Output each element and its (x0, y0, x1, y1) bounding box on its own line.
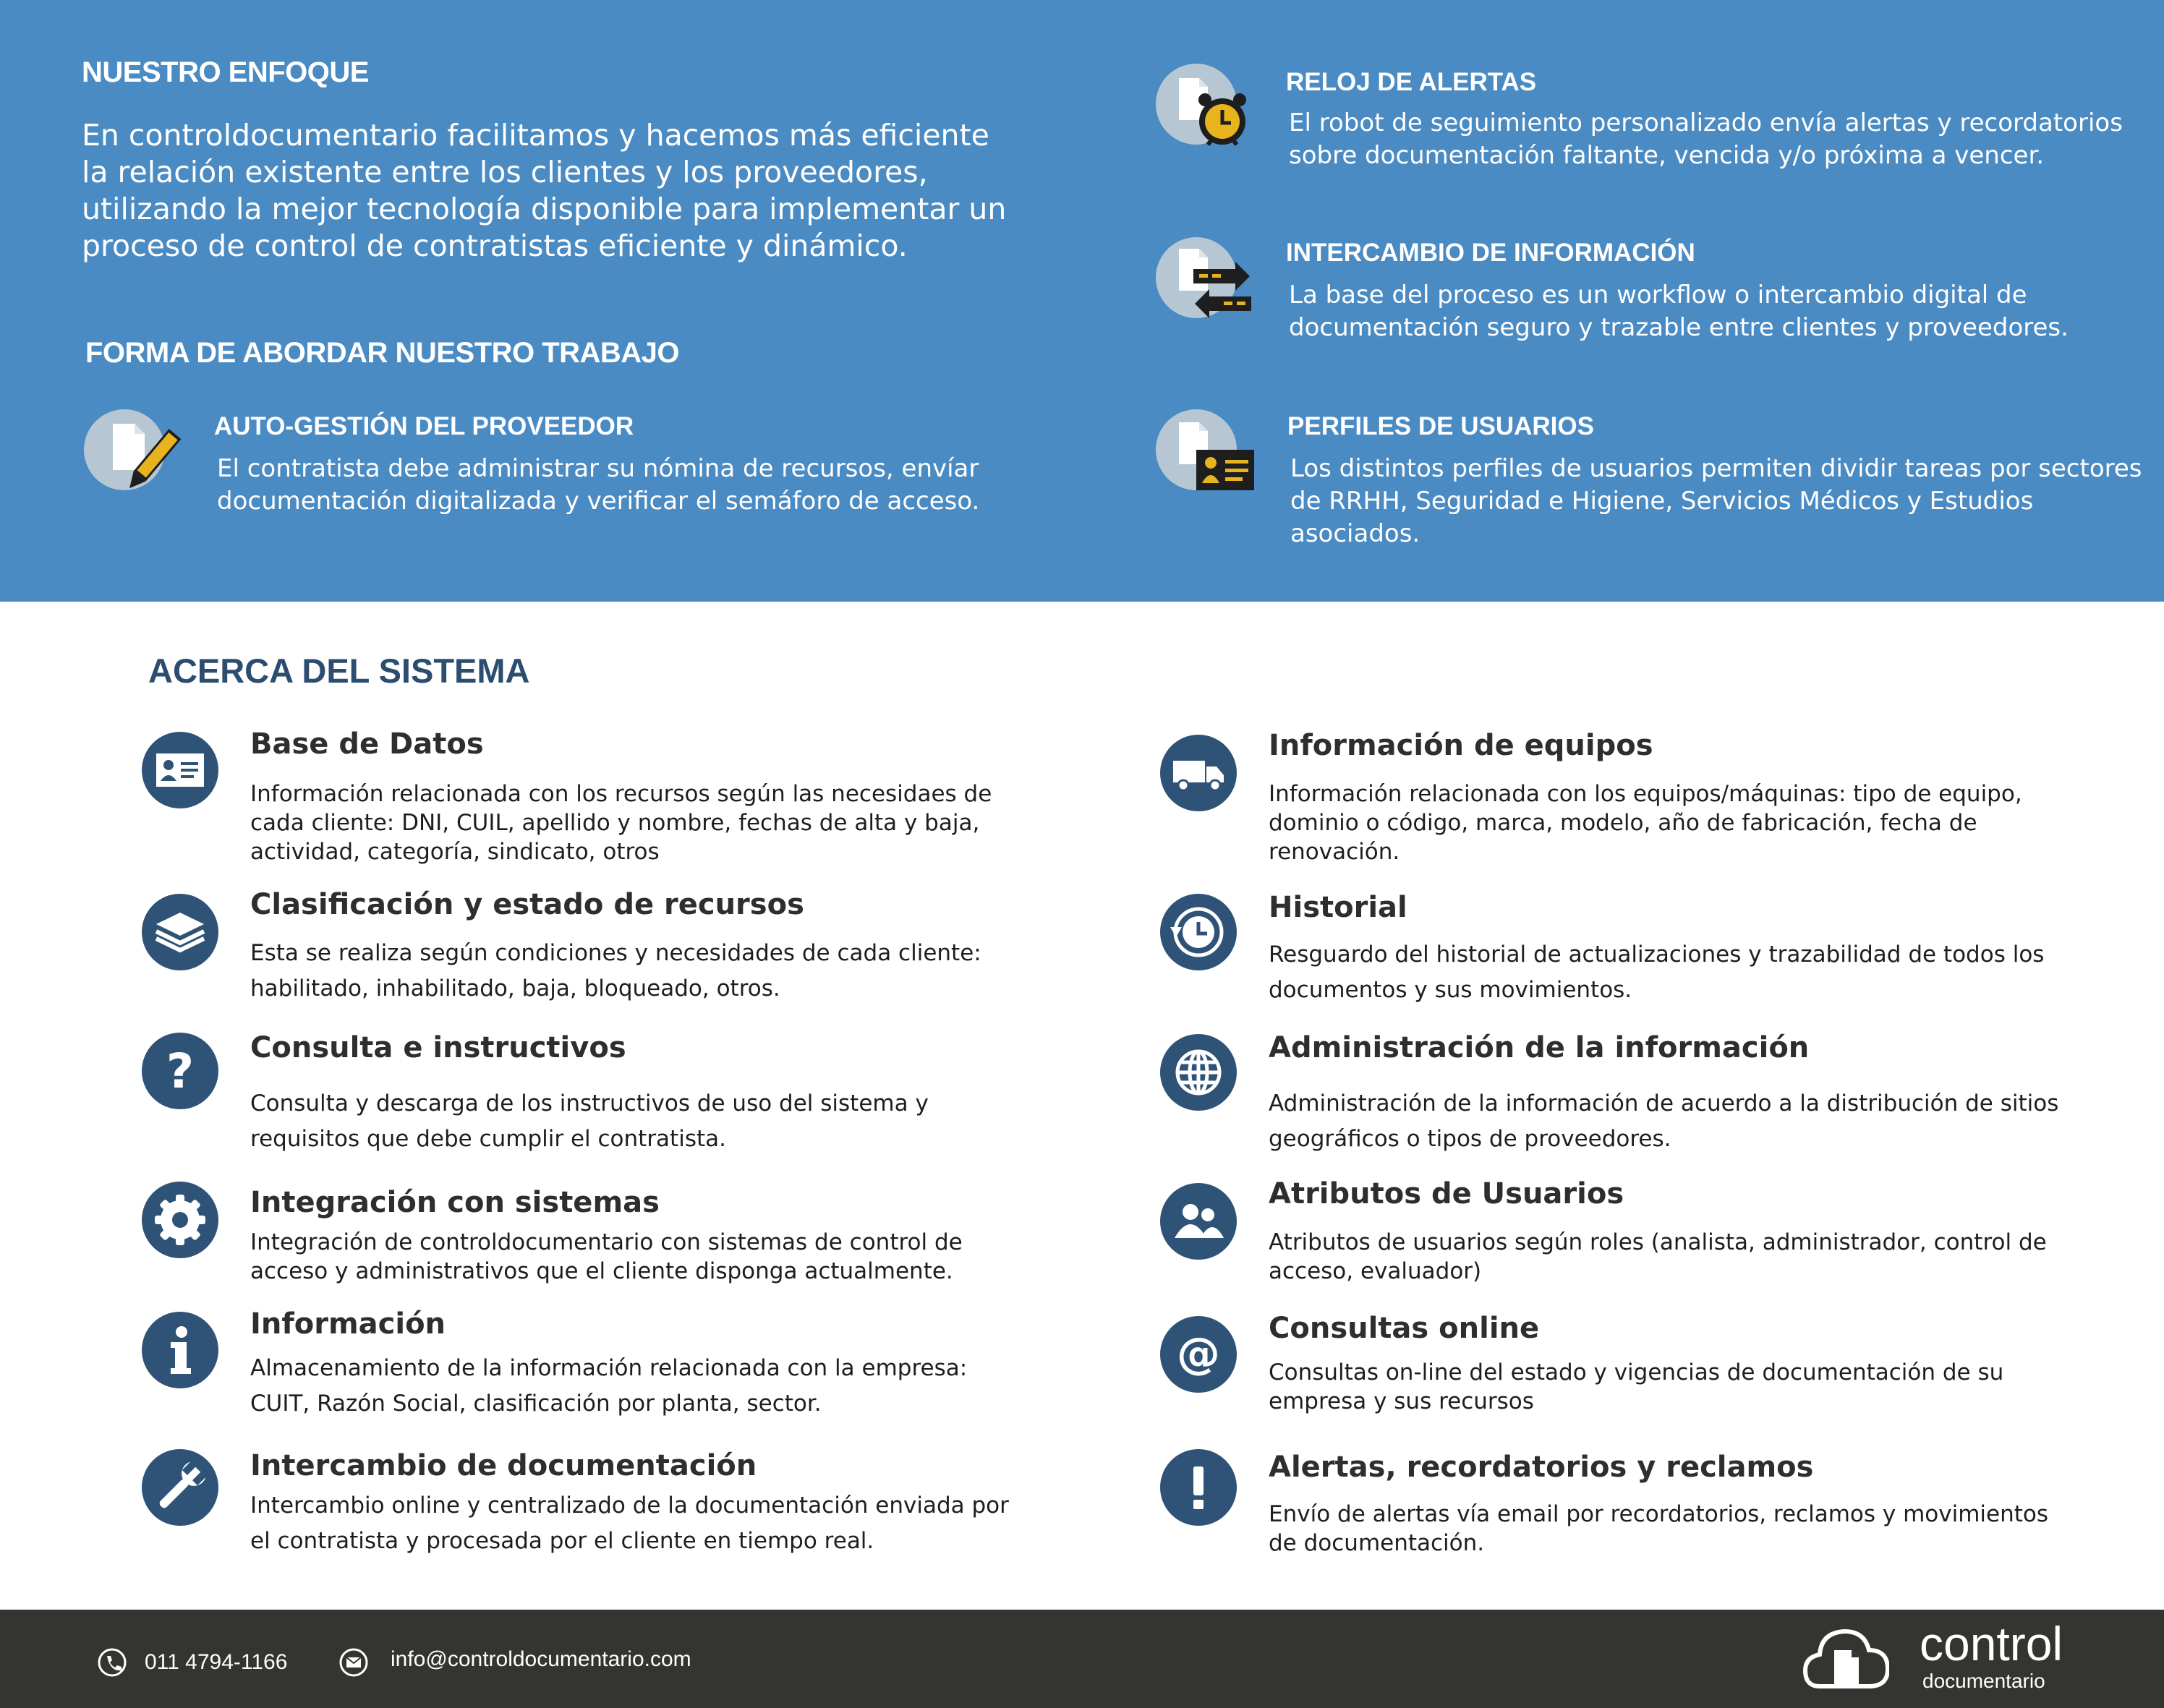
enfoque-text: En controldocumentario facilitamos y hacemos más eficiente la relación existente entre los clientes y los proveedores, utilizando la mejor tecnología disponible para implementar un proceso de control de contratistas eficiente y dinámico. (82, 118, 1007, 263)
wrench-icon (142, 1449, 218, 1526)
item-title: Información (250, 1307, 446, 1341)
at-sign-icon (1160, 1316, 1237, 1393)
logo-main-text: control (1920, 1617, 2063, 1670)
item-text: Intercambio online y centralizado de la documentación enviada por el contratista y procesada por el cliente en tiempo real. (250, 1493, 1009, 1554)
svg-text:?: ? (166, 1043, 195, 1099)
feature-text: El contratista debe administrar su nómina de recursos, envíar documentación digitalizada y verificar el semáforo de acceso. (217, 454, 980, 516)
info-icon (142, 1312, 218, 1388)
feature-text: La base del proceso es un workflow o intercambio digital de documentación seguro y trazable entre clientes y proveedores. (1289, 281, 2069, 342)
item-text: Administración de la información de acuerdo a la distribución de sitios geográficos o tipos de proveedores. (1269, 1090, 2059, 1152)
feature-title: AUTO-GESTIÓN DEL PROVEEDOR (214, 412, 634, 440)
cloud-document-logo-icon (1802, 1624, 1889, 1696)
history-icon (1160, 894, 1237, 970)
question-icon (142, 1033, 218, 1109)
item-title: Clasificación y estado de recursos (250, 888, 804, 921)
feature-title: PERFILES DE USUARIOS (1287, 412, 1594, 440)
item-title: Intercambio de documentación (250, 1449, 757, 1482)
enfoque-title: NUESTRO ENFOQUE (82, 56, 369, 88)
item-title: Integración con sistemas (250, 1186, 660, 1219)
item-text: Información relacionada con los recursos según las necesidaes de cada cliente: DNI, CUIL, apellido y nombre, fechas de alta y baja, actividad, categoría, sindicato, otros (250, 781, 992, 865)
document-id-card-icon (1150, 402, 1266, 503)
truck-icon (1160, 735, 1237, 811)
feature-text: El robot de seguimiento personalizado envía alertas y recordatorios sobre documentación faltante, vencida y/o próxima a vencer. (1289, 108, 2123, 170)
item-title: Consultas online (1269, 1312, 1540, 1345)
logo-sub-text: documentario (1922, 1670, 2045, 1692)
gear-icon (142, 1182, 218, 1258)
globe-icon (1160, 1034, 1237, 1111)
item-text: Atributos de usuarios según roles (analista, administrador, control de acceso, evaluador) (1269, 1229, 2047, 1284)
users-icon (1160, 1183, 1237, 1260)
item-text: Consultas on-line del estado y vigencias de documentación de su empresa y sus recursos (1269, 1359, 2004, 1414)
footer-phone[interactable]: 011 4794-1166 (145, 1650, 288, 1674)
item-title: Historial (1269, 891, 1407, 924)
feature-title: INTERCAMBIO DE INFORMACIÓN (1286, 239, 1695, 267)
item-text: Información relacionada con los equipos/máquinas: tipo de equipo, dominio o código, marca, modelo, año de fabricación, fecha de renovación. (1269, 781, 2022, 865)
id-card-icon (142, 732, 218, 808)
document-pencil-icon (78, 402, 194, 503)
item-title: Administración de la información (1269, 1031, 1810, 1064)
footer-email[interactable]: info@controldocumentario.com (391, 1647, 691, 1671)
document-exchange-icon (1150, 230, 1266, 331)
item-title: Información de equipos (1269, 729, 1653, 762)
item-title: Consulta e instructivos (250, 1031, 626, 1064)
item-text: Resguardo del historial de actualizaciones y trazabilidad de todos los documentos y sus movimientos. (1269, 941, 2045, 1003)
document-alarm-clock-icon (1150, 56, 1266, 158)
layers-icon (142, 894, 218, 970)
forma-title: FORMA DE ABORDAR NUESTRO TRABAJO (85, 337, 680, 369)
item-title: Atributos de Usuarios (1269, 1177, 1624, 1210)
feature-title: RELOJ DE ALERTAS (1286, 68, 1537, 96)
item-text: Almacenamiento de la información relacionada con la empresa: CUIT, Razón Social, clasificación por planta, sector. (250, 1355, 968, 1417)
item-text: Envío de alertas vía email por recordatorios, reclamos y movimientos de documentación. (1269, 1501, 2049, 1556)
item-title: Base de Datos (250, 727, 484, 761)
svg-text:@: @ (1177, 1328, 1220, 1379)
sistema-title: ACERCA DEL SISTEMA (148, 652, 530, 690)
item-text: Integración de controldocumentario con sistemas de control de acceso y administrativos que el cliente disponga actualmente. (250, 1229, 963, 1284)
item-text: Consulta y descarga de los instructivos de uso del sistema y requisitos que debe cumplir el contratista. (250, 1090, 929, 1152)
phone-icon (97, 1647, 127, 1678)
feature-text: Los distintos perfiles de usuarios permiten dividir tareas por sectores de RRHH, Seguridad e Higiene, Servicios Médicos y Estudios asociados. (1290, 454, 2142, 548)
email-icon (338, 1647, 369, 1678)
item-title: Alertas, recordatorios y reclamos (1269, 1451, 1814, 1484)
exclamation-icon (1160, 1449, 1237, 1526)
item-text: Esta se realiza según condiciones y necesidades de cada cliente: habilitado, inhabilitado, baja, bloqueado, otros. (250, 940, 981, 1002)
